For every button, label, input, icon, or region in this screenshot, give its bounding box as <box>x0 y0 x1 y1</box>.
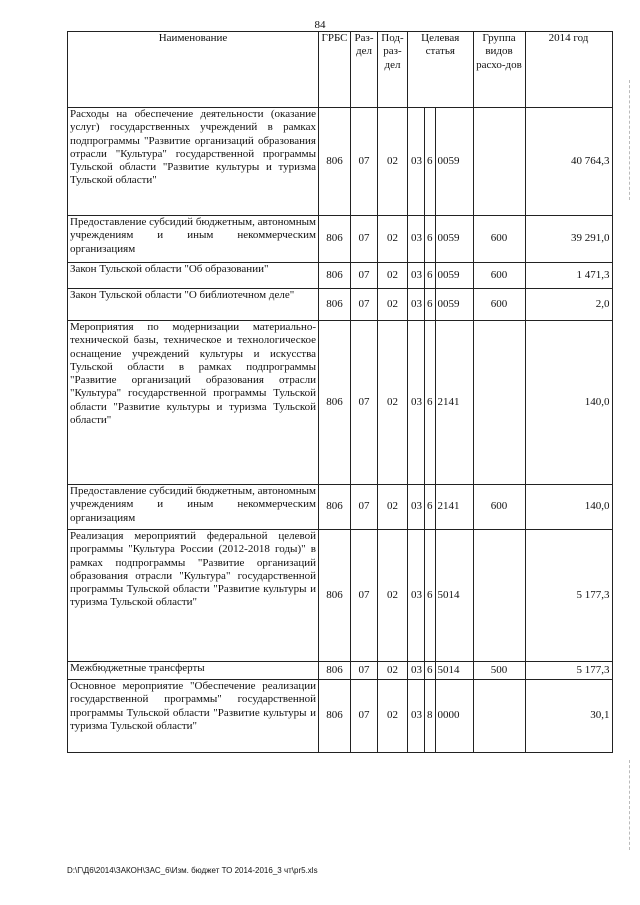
header-razdel: Раз-дел <box>351 32 378 108</box>
row-target-program: 03 <box>408 289 425 321</box>
row-razdel: 07 <box>351 530 378 662</box>
row-grbs: 806 <box>319 108 351 216</box>
row-razdel: 07 <box>351 321 378 485</box>
table-row <box>68 321 613 485</box>
row-podrazdel: 02 <box>378 216 408 263</box>
table-row <box>68 662 613 680</box>
page-number: 84 <box>314 19 326 31</box>
row-amount: 140,0 <box>525 321 612 485</box>
row-podrazdel: 02 <box>378 485 408 530</box>
row-razdel: 07 <box>351 289 378 321</box>
row-amount: 140,0 <box>525 485 612 530</box>
row-target-program: 03 <box>408 662 425 680</box>
row-grbs: 806 <box>319 530 351 662</box>
row-target-program: 03 <box>408 321 425 485</box>
row-name: Закон Тульской области "О библиотечном деле" <box>68 289 319 321</box>
header-gruppa-vidov: Группа видов расхо-дов <box>473 32 525 108</box>
row-target-subprogram: 6 <box>425 216 436 263</box>
row-expense-group: 500 <box>473 662 525 680</box>
table-row <box>68 263 613 289</box>
row-amount: 39 291,0 <box>525 216 612 263</box>
row-name: Реализация мероприятий федеральной целевой программы "Культура России (2012-2018 годы)" в рамках подпрограммы "Развитие организаций образования отрасли "Культура" государственной программы Тульской области "Развитие культуры и туризма Тульской области" <box>68 530 319 662</box>
table-row <box>68 530 613 662</box>
row-expense-group <box>473 321 525 485</box>
row-expense-group <box>473 108 525 216</box>
row-podrazdel: 02 <box>378 263 408 289</box>
row-target-program: 03 <box>408 216 425 263</box>
table-row <box>68 216 613 263</box>
row-target-program: 03 <box>408 530 425 662</box>
row-amount: 2,0 <box>525 289 612 321</box>
row-name: Основное мероприятие "Обеспечение реализации государственной программы" государственной программы Тульской области "Развитие культуры и туризма Тульской области" <box>68 680 319 753</box>
row-grbs: 806 <box>319 321 351 485</box>
row-name: Расходы на обеспечение деятельности (оказание услуг) государственных учреждений в рамках подпрограммы "Развитие организаций образования отрасли "Культура" государственной программы Тульской области "Развитие культуры и туризма Тульской области" <box>68 108 319 216</box>
row-amount: 40 764,3 <box>525 108 612 216</box>
row-target-program: 03 <box>408 108 425 216</box>
row-podrazdel: 02 <box>378 530 408 662</box>
row-target-program: 03 <box>408 680 425 753</box>
row-name: Предоставление субсидий бюджетным, автономным учреждениям и иным некоммерческим организациям <box>68 216 319 263</box>
table-row <box>68 289 613 321</box>
header-name: Наименование <box>68 32 319 108</box>
row-grbs: 806 <box>319 485 351 530</box>
row-podrazdel: 02 <box>378 108 408 216</box>
row-target-subprogram: 6 <box>425 485 436 530</box>
table-header-row <box>68 32 613 108</box>
row-podrazdel: 02 <box>378 662 408 680</box>
row-name: Межбюджетные трансферты <box>68 662 319 680</box>
row-target-subprogram: 8 <box>425 680 436 753</box>
row-name: Мероприятия по модернизации материально-технической базы, техническое и технологическое оснащение учреждений культуры и искусства Тульской области в рамках подпрограммы "Развитие организаций образования отрасли "Культура" государственной программы Тульской области "Развитие культуры и туризма Тульской области" <box>68 321 319 485</box>
row-amount: 5 177,3 <box>525 662 612 680</box>
row-target-subprogram: 6 <box>425 530 436 662</box>
row-target-direction: 2141 <box>435 321 473 485</box>
header-podrazdel: Под-раз-дел <box>378 32 408 108</box>
row-target-subprogram: 6 <box>425 289 436 321</box>
table-row <box>68 680 613 753</box>
row-expense-group: 600 <box>473 216 525 263</box>
row-expense-group: 600 <box>473 263 525 289</box>
row-target-direction: 0000 <box>435 680 473 753</box>
row-target-direction: 0059 <box>435 289 473 321</box>
row-podrazdel: 02 <box>378 321 408 485</box>
row-target-subprogram: 6 <box>425 321 436 485</box>
row-target-subprogram: 6 <box>425 108 436 216</box>
row-expense-group <box>473 680 525 753</box>
row-amount: 1 471,3 <box>525 263 612 289</box>
page-edge-dash <box>629 760 630 850</box>
row-razdel: 07 <box>351 263 378 289</box>
row-razdel: 07 <box>351 662 378 680</box>
row-razdel: 07 <box>351 108 378 216</box>
row-razdel: 07 <box>351 680 378 753</box>
table-row <box>68 485 613 530</box>
row-target-subprogram: 6 <box>425 662 436 680</box>
header-year: 2014 год <box>525 32 612 108</box>
row-podrazdel: 02 <box>378 289 408 321</box>
header-celevaya-statya: Целевая статья <box>408 32 474 108</box>
header-grbs: ГРБС <box>319 32 351 108</box>
row-target-direction: 5014 <box>435 530 473 662</box>
row-razdel: 07 <box>351 216 378 263</box>
row-grbs: 806 <box>319 289 351 321</box>
page-edge-dash <box>629 80 630 200</box>
row-target-direction: 2141 <box>435 485 473 530</box>
row-expense-group: 600 <box>473 289 525 321</box>
row-razdel: 07 <box>351 485 378 530</box>
row-target-subprogram: 6 <box>425 263 436 289</box>
row-grbs: 806 <box>319 662 351 680</box>
row-target-direction: 0059 <box>435 108 473 216</box>
row-target-direction: 0059 <box>435 216 473 263</box>
row-expense-group <box>473 530 525 662</box>
row-grbs: 806 <box>319 680 351 753</box>
row-amount: 5 177,3 <box>525 530 612 662</box>
row-amount: 30,1 <box>525 680 612 753</box>
row-grbs: 806 <box>319 263 351 289</box>
table-row <box>68 108 613 216</box>
file-path-footer: D:\Г\Д6\2014\ЗАКОН\ЗАС_6\Изм. бюджет ТО 2014-2016_3 чт\pr5.xls <box>67 866 318 875</box>
row-target-program: 03 <box>408 263 425 289</box>
row-target-program: 03 <box>408 485 425 530</box>
row-target-direction: 5014 <box>435 662 473 680</box>
row-name: Закон Тульской области "Об образовании" <box>68 263 319 289</box>
budget-table <box>67 31 613 753</box>
row-expense-group: 600 <box>473 485 525 530</box>
row-grbs: 806 <box>319 216 351 263</box>
row-name: Предоставление субсидий бюджетным, автономным учреждениям и иным некоммерческим организациям <box>68 485 319 530</box>
row-target-direction: 0059 <box>435 263 473 289</box>
row-podrazdel: 02 <box>378 680 408 753</box>
